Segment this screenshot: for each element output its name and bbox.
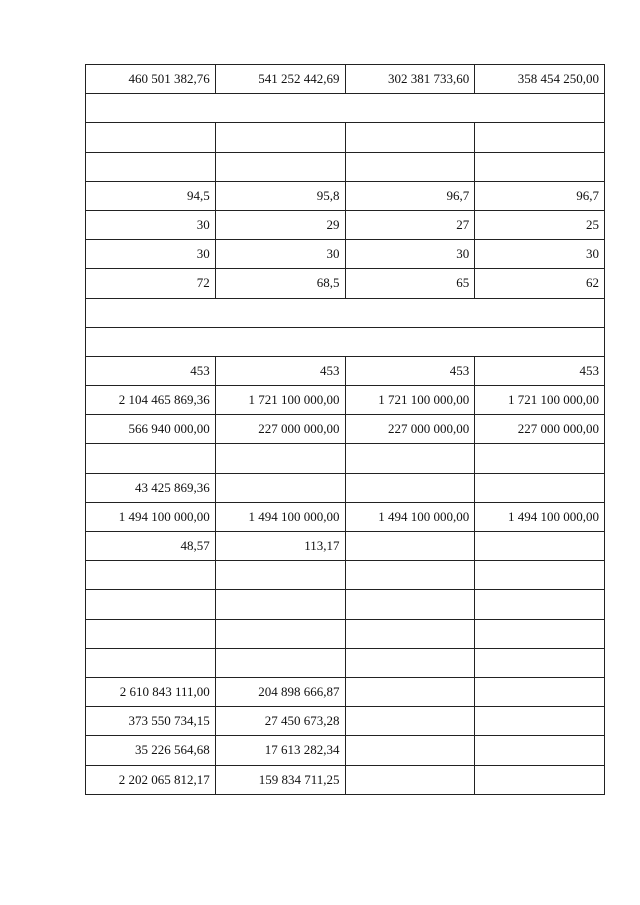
financial-data-table [85,64,605,795]
table-row [86,152,605,181]
table-cell [86,648,216,677]
table-cell: 1 721 100 000,00 [345,386,475,415]
table-cell [475,444,605,473]
table-cell [345,590,475,619]
table-row [86,298,605,327]
table-cell: 30 [345,240,475,269]
table-cell [475,765,605,794]
table-cell [345,532,475,561]
table-row [86,356,605,385]
table-cell [345,561,475,590]
table-row [86,473,605,502]
table-cell [345,707,475,736]
table-cell [475,532,605,561]
table-cell: 95,8 [215,181,345,210]
table-row [86,444,605,473]
table-row [86,415,605,444]
table-cell [475,590,605,619]
table-cell: 96,7 [475,181,605,210]
table-cell: 2 610 843 111,00 [86,677,216,706]
table-cell [86,152,216,181]
table-row [86,269,605,298]
table-cell [475,648,605,677]
table-cell [475,736,605,765]
table-cell: 204 898 666,87 [215,677,345,706]
table-cell [86,444,216,473]
table-cell [86,590,216,619]
table-cell [215,473,345,502]
table-cell [475,123,605,152]
table-row [86,386,605,415]
table-cell [475,677,605,706]
table-row [86,648,605,677]
table-cell: 30 [475,240,605,269]
table-cell [215,561,345,590]
table-cell: 159 834 711,25 [215,765,345,794]
table-cell [215,590,345,619]
table-cell: 48,57 [86,532,216,561]
table-cell: 43 425 869,36 [86,473,216,502]
table-cell [475,152,605,181]
table-cell [215,123,345,152]
table-row [86,532,605,561]
table-cell [475,619,605,648]
merged-section-cell [86,327,605,356]
table-cell: 453 [86,356,216,385]
table-cell [345,736,475,765]
table-cell: 1 494 100 000,00 [345,502,475,531]
table-cell: 30 [86,240,216,269]
table-row [86,677,605,706]
table-cell [345,444,475,473]
table-row [86,327,605,356]
table-cell [345,152,475,181]
table-cell: 1 721 100 000,00 [475,386,605,415]
table-row [86,502,605,531]
table-cell [86,619,216,648]
table-cell [215,152,345,181]
table-cell [215,619,345,648]
table-cell: 25 [475,210,605,239]
table-cell [215,444,345,473]
table-cell: 29 [215,210,345,239]
table-cell [215,648,345,677]
table-cell: 1 494 100 000,00 [86,502,216,531]
table-cell: 65 [345,269,475,298]
table-cell: 1 721 100 000,00 [215,386,345,415]
table-cell: 1 494 100 000,00 [475,502,605,531]
table-row [86,619,605,648]
table-cell [345,677,475,706]
table-cell [86,123,216,152]
table-body [86,65,605,795]
table-cell: 94,5 [86,181,216,210]
table-cell: 358 454 250,00 [475,65,605,94]
table-cell: 27 [345,210,475,239]
table-cell: 62 [475,269,605,298]
table-row [86,240,605,269]
table-cell: 96,7 [345,181,475,210]
table-cell [345,648,475,677]
table-row [86,707,605,736]
table-row [86,123,605,152]
table-cell: 566 940 000,00 [86,415,216,444]
table-cell [475,473,605,502]
table-cell: 17 613 282,34 [215,736,345,765]
table-row [86,210,605,239]
table-row [86,736,605,765]
table-cell [345,473,475,502]
table-cell: 30 [86,210,216,239]
table-cell [345,765,475,794]
table-cell: 373 550 734,15 [86,707,216,736]
table-cell: 227 000 000,00 [475,415,605,444]
table-cell: 453 [345,356,475,385]
table-cell: 453 [215,356,345,385]
table-row [86,94,605,123]
table-row [86,65,605,94]
table-row [86,561,605,590]
table-cell: 453 [475,356,605,385]
table-cell: 541 252 442,69 [215,65,345,94]
table-cell [345,123,475,152]
table-cell: 35 226 564,68 [86,736,216,765]
table-cell: 302 381 733,60 [345,65,475,94]
table-cell: 68,5 [215,269,345,298]
table-cell: 27 450 673,28 [215,707,345,736]
table-cell: 113,17 [215,532,345,561]
table-cell [475,707,605,736]
merged-section-cell [86,298,605,327]
table-cell: 72 [86,269,216,298]
table-row [86,181,605,210]
table-cell [86,561,216,590]
table-cell: 1 494 100 000,00 [215,502,345,531]
merged-section-cell [86,94,605,123]
table-row [86,765,605,794]
table-cell: 2 104 465 869,36 [86,386,216,415]
table-cell: 2 202 065 812,17 [86,765,216,794]
table-cell [345,619,475,648]
table-cell: 460 501 382,76 [86,65,216,94]
table-cell: 30 [215,240,345,269]
table-row [86,590,605,619]
table-cell: 227 000 000,00 [345,415,475,444]
table-cell [475,561,605,590]
table-cell: 227 000 000,00 [215,415,345,444]
